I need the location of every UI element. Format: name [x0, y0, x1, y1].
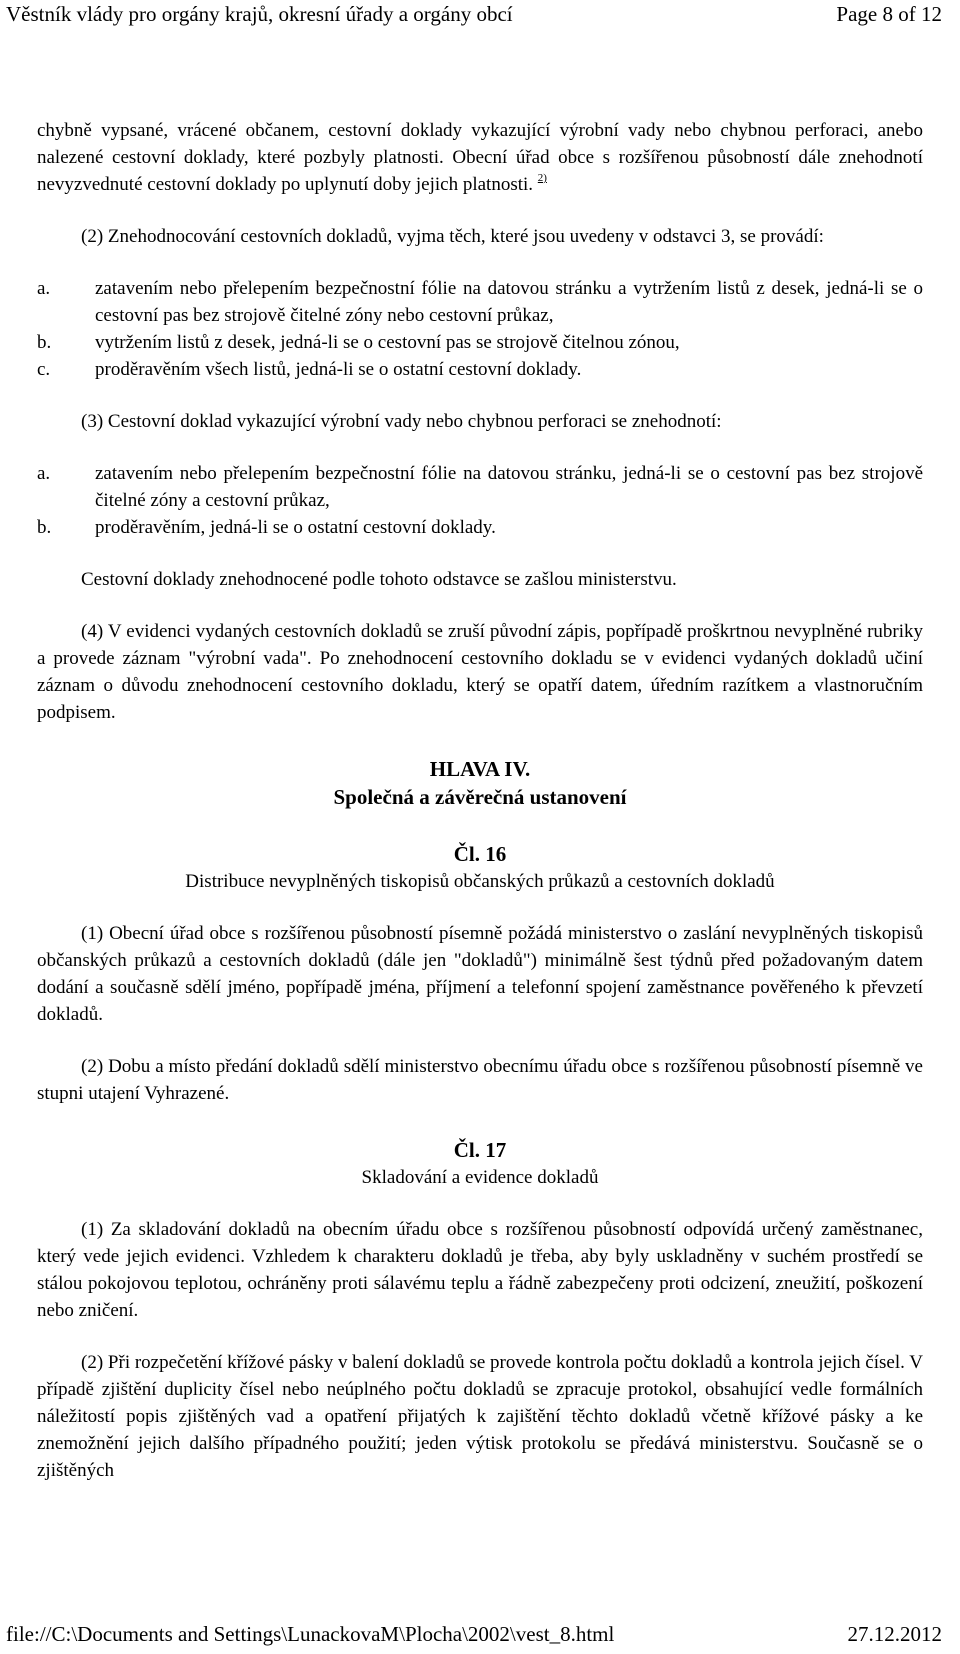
article-16-subtitle: Distribuce nevyplněných tiskopisů občanských průkazů a cestovních dokladů [185, 871, 775, 892]
part-subtitle: Společná a závěrečná ustanovení [333, 785, 627, 809]
document-body [37, 117, 923, 1484]
paragraph-2: (2) Znehodnocování cestovních dokladů, vyjma těch, které jsou uvedeny v odstavci 3, se provádí: [81, 226, 824, 247]
print-footer [0, 1620, 960, 1654]
list-item: a. zatavením nebo přelepením bezpečnostní fólie na datovou stránku, jedná-li se o cestovní pas bez strojově čitelné zóny a cestovní průkaz, [37, 460, 923, 514]
list-marker: a. [37, 463, 51, 484]
list-marker: a. [37, 278, 51, 299]
list-marker: b. [37, 332, 52, 353]
list-marker: b. [37, 517, 52, 538]
intro-paragraph [37, 117, 923, 198]
article-16-title: Čl. 16 [453, 842, 507, 866]
list-paragraph-3 [37, 460, 923, 541]
article-17-paragraph-1: (1) Za skladování dokladů na obecním úřadu obce s rozšířenou působností odpovídá určený zaměstnanec, který vede jejich evidenci. Vzhledem k charakteru dokladů je třeba, aby byly uskladněny v suchém prostředí se stálou pokojovou teplotou, ochráněny proti sálavému teplu a řádně zabezpečeny proti odcizení, zneužití, poškození nebo zničení. [37, 1219, 923, 1321]
article-17-subtitle: Skladování a evidence dokladů [361, 1167, 599, 1188]
list-paragraph-2 [37, 275, 923, 383]
document-title: Věstník vlády pro orgány krajů, okresní úřady a orgány obcí [6, 2, 513, 26]
list-item: c. proděravěním všech listů, jedná-li se o ostatní cestovní doklady. [37, 356, 923, 383]
part-title: HLAVA IV. [429, 757, 531, 781]
article-16-paragraph-1: (1) Obecní úřad obce s rozšířenou působností písemně požádá ministerstvo o zaslání nevyplněných tiskopisů občanských průkazů a cestovních dokladů (dále jen "dokladů") minimálně šest týdnů před požadovaným datem dodání a současně sdělí jméno, popřípadě jména, příjmení a telefonní spojení zaměstnance pověřeného k převzetí dokladů. [37, 923, 923, 1025]
article-16-paragraph-2: (2) Dobu a místo předání dokladů sdělí ministerstvo obecnímu úřadu obce s rozšířenou působností písemně ve stupni utajení Vyhrazené. [37, 1056, 923, 1104]
article-17-title: Čl. 17 [453, 1138, 507, 1162]
list-item: b. proděravěním, jedná-li se o ostatní cestovní doklady. [37, 514, 923, 541]
print-date: 27.12.2012 [847, 1622, 942, 1646]
paragraph-3: (3) Cestovní doklad vykazující výrobní vady nebo chybnou perforaci se znehodnotí: [81, 411, 722, 432]
paragraph-3-note: Cestovní doklady znehodnocené podle tohoto odstavce se zašlou ministerstvu. [81, 569, 677, 590]
list-item: a. zatavením nebo přelepením bezpečnostní fólie na datovou stránku a vytržením listů z desek, jedná-li se o cestovní pas bez strojově čitelné zóny nebo cestovní průkaz, [37, 275, 923, 329]
list-item: b. vytržením listů z desek, jedná-li se o cestovní pas se strojově čitelnou zónou, [37, 329, 923, 356]
list-marker: c. [37, 359, 51, 380]
print-header [0, 0, 960, 30]
page-number: Page 8 of 12 [836, 2, 942, 26]
paragraph-4: (4) V evidenci vydaných cestovních dokladů se zruší původní zápis, popřípadě proškrtnou nevyplněné rubriky a provede záznam "výrobní vada". Po znehodnocení cestovního dokladu se v evidenci vydaných dokladů učiní záznam o důvodu znehodnocení cestovního dokladu, který se opatří datem, úředním razítkem a vlastnoručním podpisem. [37, 621, 923, 723]
file-path: file://C:\Documents and Settings\LunackovaM\Plocha\2002\vest_8.html [6, 1622, 615, 1646]
article-17-paragraph-2: (2) Při rozpečetění křížové pásky v balení dokladů se provede kontrola počtu dokladů a kontrola jejich čísel. V případě zjištění duplicity čísel nebo neúplného počtu dokladů se zpracuje protokol, obsahující vedle formálních náležitostí popis zjištěných vad a opatření přijatých k zajištění těchto dokladů včetně křížové pásky a ke znemožnění jejich dalšího případného použití; jeden výtisk protokolu se předává ministerstvu. Současně se o zjištěných [37, 1352, 923, 1481]
footnote-link[interactable]: 2) [537, 172, 547, 184]
intro-text: chybně vypsané, vrácené občanem, cestovní doklady vykazující výrobní vady nebo chybnou perforaci, anebo nalezené cestovní doklady, které pozbyly platnosti. Obecní úřad obce s rozšířenou působností dále znehodnotí nevyzvednuté cestovní doklady po uplynutí doby jejich platnosti. [37, 120, 923, 195]
